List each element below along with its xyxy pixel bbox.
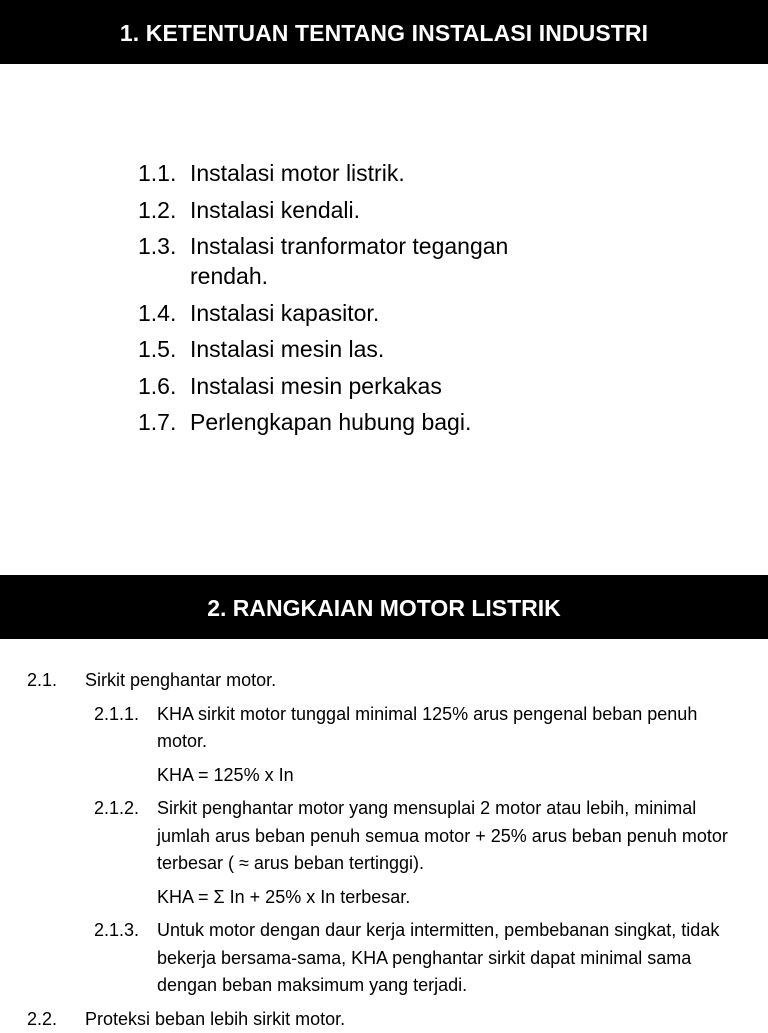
subsection-2-1-3: 2.1.3. Untuk motor dengan daur kerja intermitten, pembebanan singkat, tidak bekerja bersama-sama, KHA penghantar sirkit dapat minimal sama dengan beban maksimum yang terjadi. [0, 917, 768, 1000]
slide-2-content [0, 667, 768, 1033]
topic-list [138, 158, 578, 444]
list-item: 1.3. Instalasi tranformator tegangan rendah. [138, 231, 578, 291]
subsection-2-1-2: 2.1.2. Sirkit penghantar motor yang mensuplai 2 motor atau lebih, minimal jumlah arus beban penuh semua motor + 25% arus beban penuh motor terbesar ( ≈ arus beban tertinggi). [0, 795, 768, 878]
formula: KHA = Σ In + 25% x In terbesar. [0, 884, 768, 912]
list-item: 1.1. Instalasi motor listrik. [138, 158, 578, 188]
list-item: 1.6. Instalasi mesin perkakas [138, 371, 578, 401]
list-item: 1.7. Perlengkapan hubung bagi. [138, 407, 578, 437]
list-item: 1.5. Instalasi mesin las. [138, 334, 578, 364]
list-item: 1.2. Instalasi kendali. [138, 195, 578, 225]
subsection-2-1-1: 2.1.1. KHA sirkit motor tunggal minimal 125% arus pengenal beban penuh motor. [0, 701, 768, 756]
list-item: 1.4. Instalasi kapasitor. [138, 298, 578, 328]
section-2-1: 2.1. Sirkit penghantar motor. [0, 667, 768, 695]
slide-1-title: 1. KETENTUAN TENTANG INSTALASI INDUSTRI [0, 0, 768, 64]
formula: KHA = 125% x In [0, 762, 768, 790]
slide-2-title: 2. RANGKAIAN MOTOR LISTRIK [0, 575, 768, 639]
slide-2 [0, 575, 768, 1024]
section-2-2: 2.2. Proteksi beban lebih sirkit motor. [0, 1006, 768, 1033]
